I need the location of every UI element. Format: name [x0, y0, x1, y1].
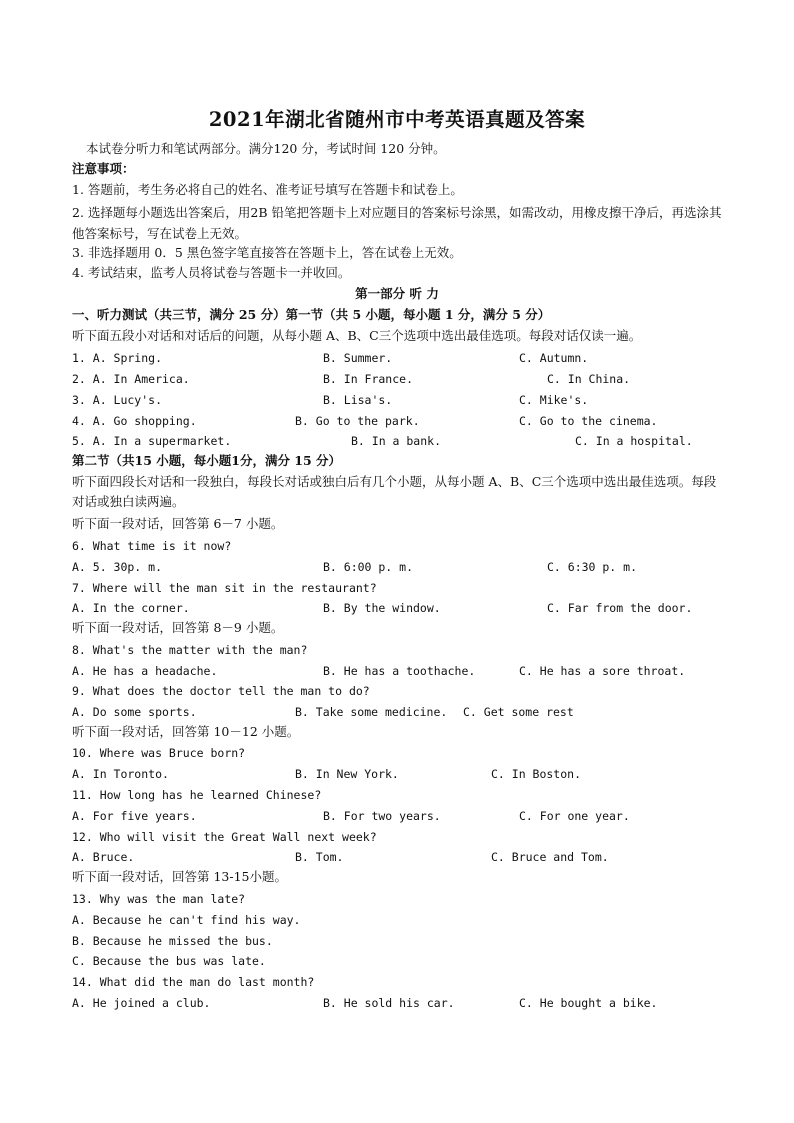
q12-question: 12. Who will visit the Great Wall next week? — [72, 830, 377, 844]
q6-question: 6. What time is it now? — [72, 539, 232, 553]
part1-title: 第一部分 听 力 — [355, 286, 439, 301]
q6-option-b: B. 6:00 p. m. — [323, 560, 414, 574]
intro-text: 本试卷分听力和笔试两部分。满分120 分，考试时间 120 分钟。 — [86, 141, 446, 156]
q9-question: 9. What does the doctor tell the man to do? — [72, 684, 370, 698]
q4-option-b: B. Go to the park. — [295, 414, 420, 428]
q4-option-a: 4. A. Go shopping. — [72, 414, 197, 428]
q10-option-b: B. In New York. — [295, 767, 399, 781]
notice-item-2: 2. 选择题每小题选出答案后，用2B 铅笔把答题卡上对应题目的答案标号涂黑，如需改动，用橡皮擦干净后，再选涂其他答案标号，写在试卷上无效。 — [72, 205, 722, 241]
q1-option-a: 1. A. Spring. — [72, 351, 163, 365]
q14-question: 14. What did the man do last month? — [72, 975, 315, 989]
q1-option-b: B. Summer. — [323, 351, 393, 365]
q9-option-a: A. Do some sports. — [72, 705, 197, 719]
q14-option-a: A. He joined a club. — [72, 996, 211, 1010]
section1-instruction: 听下面五段小对话和对话后的问题，从每小题 A、B、C三个选项中选出最佳选项。每段对话仅读一遍。 — [72, 328, 642, 343]
notice-item-1: 1. 答题前，考生务必将自己的姓名、准考证号填写在答题卡和试卷上。 — [72, 182, 463, 197]
q7-question: 7. Where will the man sit in the restaurant? — [72, 581, 377, 595]
dialog1-label: 听下面一段对话，回答第 6－7 小题。 — [72, 516, 284, 531]
q6-option-a: A. 5. 30p. m. — [72, 560, 163, 574]
q13-question: 13. Why was the man late? — [72, 892, 246, 906]
q8-option-c: C. He has a sore throat. — [519, 664, 686, 678]
page-title: 2021年湖北省随州市中考英语真题及答案 — [208, 108, 586, 131]
q13-option-c: C. Because the bus was late. — [72, 954, 266, 968]
q13-option-a: A. Because he can't find his way. — [72, 913, 301, 927]
q7-option-a: A. In the corner. — [72, 601, 190, 615]
q9-option-b: B. Take some medicine. — [295, 705, 448, 719]
q5-option-c: C. In a hospital. — [575, 434, 693, 448]
q11-option-a: A. For five years. — [72, 809, 197, 823]
q3-option-a: 3. A. Lucy's. — [72, 393, 163, 407]
q2-option-a: 2. A. In America. — [72, 372, 190, 386]
q12-option-c: C. Bruce and Tom. — [491, 850, 609, 864]
q2-option-c: C. In China. — [547, 372, 631, 386]
section2-instruction: 听下面四段长对话和一段独白，每段长对话或独白后有几个小题，从每小题 A、B、C三个选项中选出最佳选项。每段对话或独白读两遍。 — [72, 474, 717, 509]
q7-option-b: B. By the window. — [323, 601, 441, 615]
q12-option-b: B. Tom. — [295, 850, 344, 864]
q12-option-a: A. Bruce. — [72, 850, 135, 864]
notice-heading: 注意事项： — [72, 161, 135, 176]
q13-option-b: B. Because he missed the bus. — [72, 934, 273, 948]
q8-option-a: A. He has a headache. — [72, 664, 218, 678]
section2-heading: 第二节（共15 小题，每小题1分，满分 15 分） — [72, 453, 342, 468]
dialog4-label: 听下面一段对话，回答第 13-15小题。 — [72, 869, 288, 884]
q10-option-c: C. In Boston. — [491, 767, 582, 781]
q2-option-b: B. In France. — [323, 372, 414, 386]
q11-option-c: C. For one year. — [519, 809, 630, 823]
q14-option-b: B. He sold his car. — [323, 996, 455, 1010]
dialog2-label: 听下面一段对话，回答第 8－9 小题。 — [72, 620, 284, 635]
q5-option-a: 5. A. In a supermarket. — [72, 434, 232, 448]
q5-option-b: B. In a bank. — [351, 434, 442, 448]
q1-option-c: C. Autumn. — [519, 351, 589, 365]
notice-item-3: 3. 非选择题用 0．5 黑色签字笔直接答在答题卡上，答在试卷上无效。 — [72, 245, 462, 260]
q14-option-c: C. He bought a bike. — [519, 996, 658, 1010]
notice-item-4: 4. 考试结束，监考人员将试卷与答题卡一并收回。 — [72, 265, 351, 280]
dialog3-label: 听下面一段对话，回答第 10－12 小题。 — [72, 724, 300, 739]
q7-option-c: C. Far from the door. — [547, 601, 693, 615]
q9-option-c: C. Get some rest — [463, 705, 574, 719]
q6-option-c: C. 6:30 p. m. — [547, 560, 638, 574]
q3-option-c: C. Mike's. — [519, 393, 589, 407]
q11-option-b: B. For two years. — [323, 809, 441, 823]
q3-option-b: B. Lisa's. — [323, 393, 393, 407]
q4-option-c: C. Go to the cinema. — [519, 414, 658, 428]
q8-question: 8. What's the matter with the man? — [72, 643, 308, 657]
q10-option-a: A. In Toronto. — [72, 767, 169, 781]
section1-heading: 一、听力测试（共三节，满分 25 分）第一节（共 5 小题，每小题 1 分，满分 5 分） — [72, 307, 551, 322]
q10-question: 10. Where was Bruce born? — [72, 746, 246, 760]
q11-question: 11. How long has he learned Chinese? — [72, 788, 322, 802]
q8-option-b: B. He has a toothache. — [323, 664, 476, 678]
